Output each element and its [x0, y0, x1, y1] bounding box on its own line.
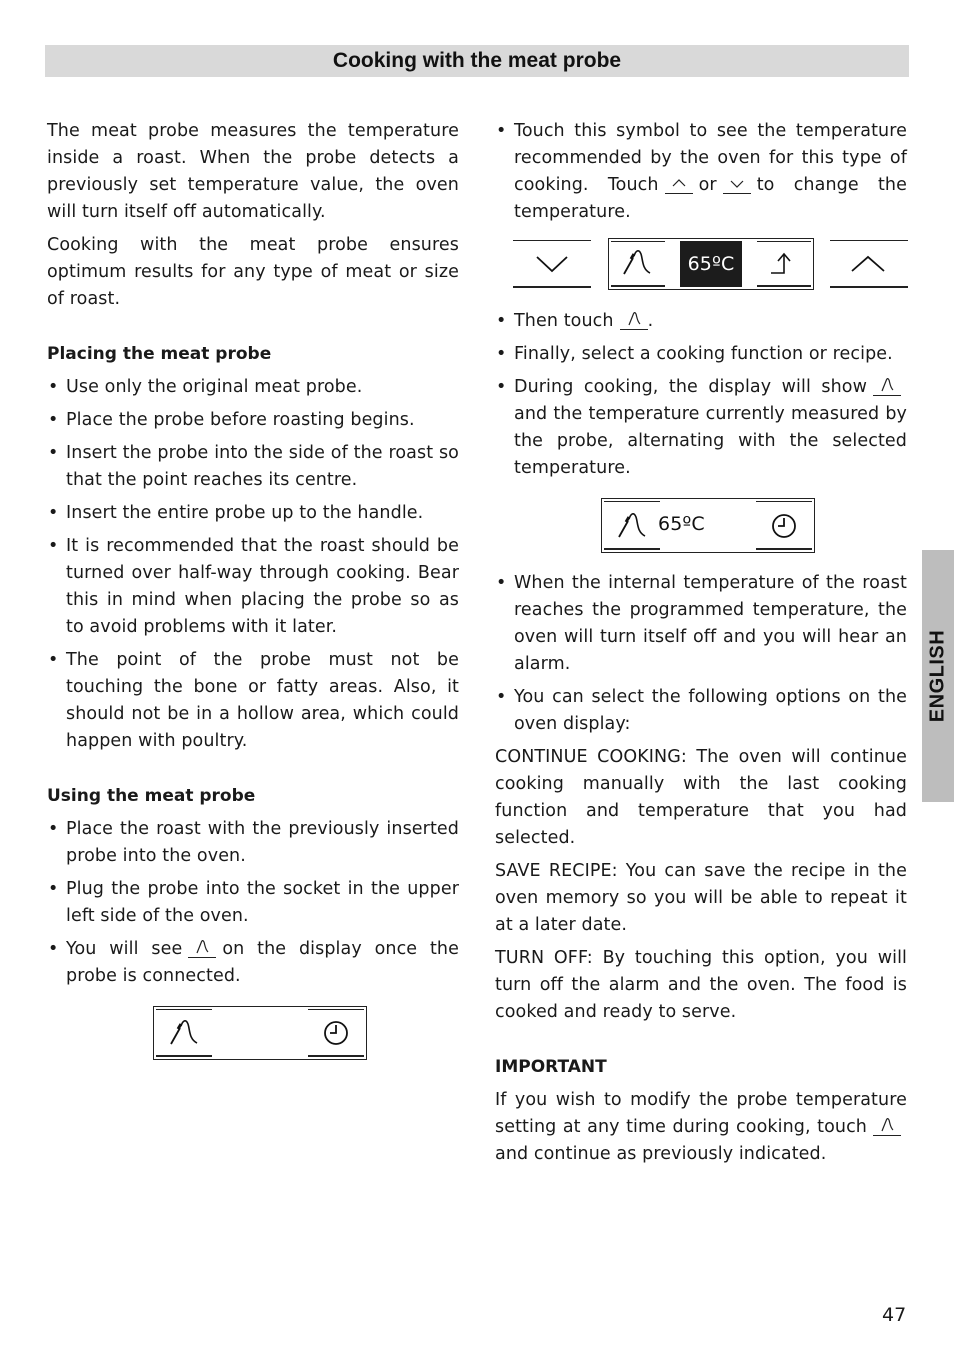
text-segment: to change the temperature.	[514, 175, 907, 222]
placing-list	[47, 374, 459, 755]
text-segment: Then touch	[514, 311, 614, 331]
divider	[156, 1009, 212, 1010]
intro-paragraph-2: Cooking with the meat probe ensures optimum results for any type of meat or size of roast.	[47, 235, 459, 309]
clock-icon[interactable]	[322, 1019, 350, 1047]
list-item: • It is recommended that the roast should be turned over half-way through cooking. Bear this in mind when placing the probe so as to avoid problems with it later.	[47, 533, 459, 641]
divider	[156, 1055, 212, 1057]
using-list	[47, 816, 459, 990]
text-segment: During cooking, the display will show	[514, 377, 867, 397]
divider	[757, 285, 811, 287]
meat-probe-icon	[873, 375, 901, 396]
important-heading: IMPORTANT	[495, 1057, 607, 1077]
text-segment: You will see	[66, 939, 183, 959]
list-item: • Insert the entire probe up to the handle.	[47, 500, 459, 527]
list-item: • You can select the following options on the oven display:	[495, 684, 907, 738]
probe-measuring-display	[601, 498, 815, 554]
page-number: 47	[882, 1304, 907, 1326]
intro-paragraph-1: The meat probe measures the temperature inside a roast. When the probe detects a previously set temperature value, the oven will turn itself off automatically.	[47, 121, 459, 222]
meat-probe-icon	[188, 937, 216, 958]
left-column	[47, 118, 459, 1076]
list-item: • Use only the original meat probe.	[47, 374, 459, 401]
list-item	[47, 936, 459, 990]
divider	[756, 501, 812, 502]
list-item: • Place the roast with the previously inserted probe into the oven.	[47, 816, 459, 870]
steps-list	[495, 308, 907, 482]
divider	[757, 241, 811, 242]
list-item: • Place the probe before roasting begins.	[47, 407, 459, 434]
language-tab	[922, 550, 954, 802]
display-panel	[608, 238, 814, 290]
divider	[611, 285, 665, 287]
list-item: • Finally, select a cooking function or recipe.	[495, 341, 907, 368]
meat-probe-icon	[620, 309, 648, 330]
language-label: ENGLISH	[926, 629, 949, 723]
using-heading: Using the meat probe	[47, 786, 256, 806]
option-continue: CONTINUE COOKING: The oven will continue cooking manually with the last cooking function and temperature that you had selected.	[495, 747, 907, 848]
placing-heading: Placing the meat probe	[47, 344, 272, 364]
display-panel	[153, 1006, 367, 1060]
list-item: • Plug the probe into the socket in the upper left side of the oven.	[47, 876, 459, 930]
text-segment: Touch this symbol to see the temperature recommended by the oven for this type of cooking. Touch	[514, 121, 907, 195]
chevron-down-icon	[723, 173, 751, 194]
divider	[604, 548, 660, 550]
list-item	[495, 374, 907, 482]
temperature-readout: 65ºC	[680, 241, 742, 287]
clock-icon[interactable]	[770, 512, 798, 540]
text-segment: and continue as previously indicated.	[495, 1144, 827, 1164]
divider	[513, 286, 591, 288]
probe-arrow-up-icon[interactable]	[769, 249, 799, 277]
meat-probe-icon[interactable]	[621, 247, 655, 277]
list-item: • When the internal temperature of the roast reaches the programmed temperature, the oven will turn itself off and you will hear an alarm.	[495, 570, 907, 678]
divider	[308, 1009, 364, 1010]
divider	[308, 1055, 364, 1057]
divider	[611, 241, 665, 242]
list-item	[495, 308, 907, 335]
meat-probe-icon[interactable]	[168, 1017, 202, 1047]
page-title: Cooking with the meat probe	[45, 45, 909, 77]
divider	[513, 240, 591, 241]
important-paragraph	[495, 1087, 907, 1168]
list-item: • Insert the probe into the side of the roast so that the point reaches its centre.	[47, 440, 459, 494]
text-segment: and the temperature currently measured by the probe, alternating with the selected temperature.	[514, 404, 907, 478]
divider	[830, 286, 908, 288]
option-turnoff: TURN OFF: By touching this option, you will turn off the alarm and the oven. The food is cooked and ready to serve.	[495, 948, 907, 1022]
chevron-down-icon	[535, 254, 569, 274]
option-save: SAVE RECIPE: You can save the recipe in the oven memory so you will be able to repeat it at a later date.	[495, 861, 907, 935]
chevron-up-icon	[850, 254, 886, 274]
divider	[604, 501, 660, 502]
text-segment: If you wish to modify the probe temperature setting at any time during cooking, touch	[495, 1090, 907, 1137]
divider	[830, 240, 908, 241]
temperature-readout: 65ºC	[658, 513, 705, 535]
touch-list	[495, 118, 907, 226]
decrease-temp-button[interactable]	[513, 240, 591, 290]
meat-probe-icon[interactable]	[616, 510, 650, 540]
end-list	[495, 570, 907, 738]
temperature-setting-display	[513, 240, 907, 294]
meat-probe-icon	[873, 1115, 901, 1136]
list-item	[495, 118, 907, 226]
list-item: • The point of the probe must not be touching the bone or fatty areas. Also, it should not be in a hollow area, which could happen with poultry.	[47, 647, 459, 755]
increase-temp-button[interactable]	[830, 240, 908, 290]
text-segment: .	[647, 311, 654, 331]
divider	[756, 548, 812, 550]
chevron-up-icon	[665, 173, 693, 194]
probe-connected-display	[153, 1006, 367, 1060]
text-segment: on the display once the probe is connected.	[66, 939, 459, 986]
right-column	[495, 118, 907, 1174]
display-panel	[601, 498, 815, 553]
text-segment: or	[698, 175, 717, 195]
